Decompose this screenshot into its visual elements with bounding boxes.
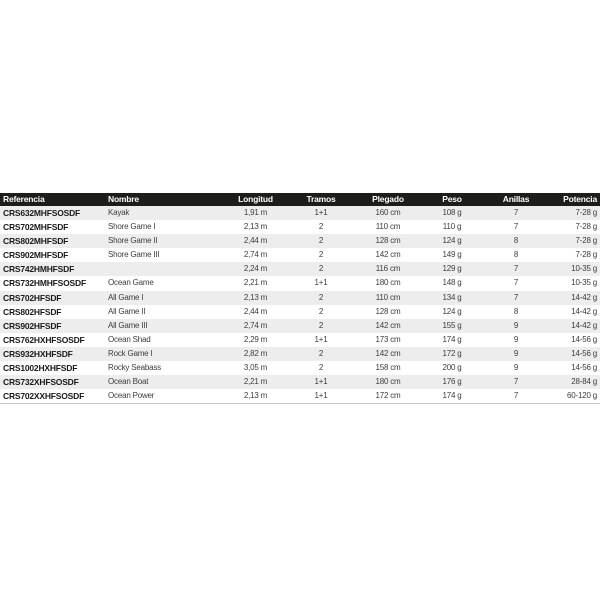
cell-potencia: 14-56 g [571, 348, 597, 358]
table-header-row [0, 193, 600, 206]
table-row [0, 375, 600, 389]
table-row [0, 206, 600, 220]
cell-longitud: 2,44 m [243, 236, 268, 246]
cell-nombre: Ocean Shad [108, 334, 151, 344]
cell-potencia: 14-42 g [571, 320, 597, 330]
product-spec-table [0, 193, 600, 404]
cell-peso: 172 g [442, 348, 462, 358]
cell-referencia: CRS902HFSDF [3, 320, 62, 331]
cell-nombre: All Game II [108, 306, 146, 316]
product-spec-table-container [0, 193, 600, 404]
cell-potencia: 7-28 g [575, 222, 597, 232]
cell-anillas: 7 [513, 292, 519, 302]
cell-peso: 149 g [442, 250, 462, 260]
table-body [0, 206, 600, 404]
cell-anillas: 7 [513, 264, 519, 274]
cell-nombre: Shore Game III [108, 250, 160, 260]
cell-referencia: CRS802HFSDF [3, 306, 62, 317]
cell-peso: 200 g [442, 363, 462, 373]
column-header-nombre: Nombre [105, 193, 215, 206]
cell-tramos: 2 [318, 348, 324, 358]
cell-plegado: 180 cm [375, 278, 401, 288]
cell-plegado: 128 cm [375, 306, 401, 316]
cell-tramos: 2 [318, 306, 324, 316]
table-row [0, 220, 600, 234]
cell-tramos: 1+1 [314, 377, 328, 387]
cell-plegado: 173 cm [375, 334, 401, 344]
cell-referencia: CRS702XXHFSOSDF [3, 391, 85, 402]
cell-longitud: 2,13 m [243, 222, 268, 232]
cell-nombre: Rocky Seabass [108, 363, 161, 373]
cell-potencia: 14-56 g [571, 363, 597, 373]
cell-plegado: 116 cm [375, 264, 401, 274]
cell-tramos: 2 [318, 222, 324, 232]
cell-longitud: 1,91 m [243, 208, 268, 217]
cell-nombre: Kayak [108, 208, 130, 217]
column-header-potencia: Potencia [558, 193, 600, 206]
cell-peso: 148 g [442, 278, 462, 288]
cell-referencia: CRS902MHFSDF [3, 250, 69, 261]
cell-anillas: 8 [513, 236, 519, 246]
cell-nombre: All Game I [108, 292, 144, 302]
cell-potencia: 14-56 g [571, 334, 597, 344]
table-row [0, 234, 600, 248]
cell-anillas: 9 [513, 320, 519, 330]
cell-anillas: 7 [513, 208, 519, 217]
cell-potencia: 14-42 g [571, 306, 597, 316]
cell-longitud: 2,13 m [243, 292, 268, 302]
cell-anillas: 8 [513, 250, 519, 260]
table-row [0, 276, 600, 290]
cell-nombre: Ocean Game [108, 278, 154, 288]
cell-potencia: 7-28 g [575, 250, 597, 260]
cell-peso: 134 g [442, 292, 462, 302]
cell-nombre: Shore Game I [108, 222, 156, 232]
cell-longitud: 2,74 m [243, 320, 268, 330]
cell-referencia: CRS762HXHFSOSDF [3, 334, 85, 345]
cell-tramos: 2 [318, 320, 324, 330]
cell-tramos: 2 [318, 236, 324, 246]
cell-tramos: 1+1 [314, 334, 328, 344]
cell-plegado: 128 cm [375, 236, 401, 246]
cell-nombre: Rock Game I [108, 348, 153, 358]
cell-anillas: 9 [513, 363, 519, 373]
cell-peso: 108 g [442, 208, 462, 217]
column-header-tramos: Tramos [296, 193, 346, 206]
cell-anillas: 7 [513, 222, 519, 232]
table-row [0, 248, 600, 262]
cell-referencia: CRS742HMHFSDF [3, 264, 75, 275]
cell-referencia: CRS802MHFSDF [3, 236, 69, 247]
table-row [0, 262, 600, 276]
cell-tramos: 2 [318, 292, 324, 302]
column-header-plegado: Plegado [346, 193, 430, 206]
cell-longitud: 2,29 m [243, 334, 268, 344]
cell-nombre: Ocean Power [108, 391, 155, 401]
cell-peso: 110 g [442, 222, 462, 232]
cell-referencia: CRS932HXHFSDF [3, 348, 73, 359]
cell-potencia: 10-35 g [571, 264, 597, 274]
cell-referencia: CRS1002HXHFSDF [3, 363, 78, 374]
cell-tramos: 2 [318, 363, 324, 373]
cell-longitud: 2,74 m [243, 250, 268, 260]
cell-plegado: 142 cm [375, 250, 401, 260]
cell-nombre: Ocean Boat [108, 377, 149, 387]
cell-peso: 129 g [442, 264, 462, 274]
cell-peso: 155 g [442, 320, 462, 330]
column-header-longitud: Longitud [215, 193, 296, 206]
cell-potencia: 7-28 g [575, 236, 597, 246]
cell-tramos: 1+1 [314, 391, 328, 401]
cell-tramos: 2 [318, 264, 324, 274]
cell-plegado: 180 cm [375, 377, 401, 387]
cell-referencia: CRS732HMHFSOSDF [3, 278, 86, 289]
cell-plegado: 142 cm [375, 320, 401, 330]
cell-peso: 174 g [442, 391, 462, 401]
cell-anillas: 7 [513, 278, 519, 288]
cell-potencia: 10-35 g [571, 278, 597, 288]
cell-referencia: CRS702HFSDF [3, 292, 62, 303]
column-header-anillas: Anillas [474, 193, 558, 206]
cell-plegado: 110 cm [375, 292, 401, 302]
cell-nombre: All Game III [108, 320, 148, 330]
cell-tramos: 2 [318, 250, 324, 260]
cell-referencia: CRS702MHFSDF [3, 222, 69, 233]
table-row [0, 361, 600, 375]
cell-longitud: 2,44 m [243, 306, 268, 316]
cell-longitud: 2,24 m [243, 264, 268, 274]
table-row [0, 333, 600, 347]
cell-tramos: 1+1 [314, 278, 328, 288]
table-row [0, 305, 600, 319]
cell-peso: 174 g [442, 334, 462, 344]
cell-plegado: 158 cm [375, 363, 401, 373]
table-row [0, 291, 600, 305]
cell-referencia: CRS732XHFSOSDF [3, 377, 79, 388]
cell-longitud: 3,05 m [243, 363, 268, 373]
cell-plegado: 110 cm [375, 222, 401, 232]
cell-anillas: 9 [513, 348, 519, 358]
cell-longitud: 2,21 m [243, 278, 268, 288]
cell-longitud: 2,13 m [243, 391, 268, 401]
table-row [0, 347, 600, 361]
cell-nombre [105, 262, 215, 276]
cell-peso: 124 g [442, 306, 462, 316]
cell-potencia: 60-120 g [567, 391, 597, 401]
cell-tramos: 1+1 [314, 208, 328, 217]
column-header-referencia: Referencia [0, 193, 105, 206]
cell-peso: 176 g [442, 377, 462, 387]
cell-longitud: 2,82 m [243, 348, 268, 358]
cell-plegado: 160 cm [375, 208, 401, 217]
cell-plegado: 172 cm [375, 391, 401, 401]
cell-anillas: 8 [513, 306, 519, 316]
cell-potencia: 14-42 g [571, 292, 597, 302]
cell-longitud: 2,21 m [243, 377, 268, 387]
table-row [0, 389, 600, 404]
table-header [0, 193, 600, 206]
column-header-peso: Peso [430, 193, 474, 206]
table-row [0, 319, 600, 333]
cell-potencia: 7-28 g [575, 208, 597, 217]
cell-nombre: Shore Game II [108, 236, 158, 246]
cell-peso: 124 g [442, 236, 462, 246]
cell-potencia: 28-84 g [571, 377, 597, 387]
cell-anillas: 9 [513, 334, 519, 344]
cell-referencia: CRS632MHFSOSDF [3, 208, 81, 218]
cell-anillas: 7 [513, 377, 519, 387]
cell-plegado: 142 cm [375, 348, 401, 358]
cell-anillas: 7 [513, 391, 519, 401]
